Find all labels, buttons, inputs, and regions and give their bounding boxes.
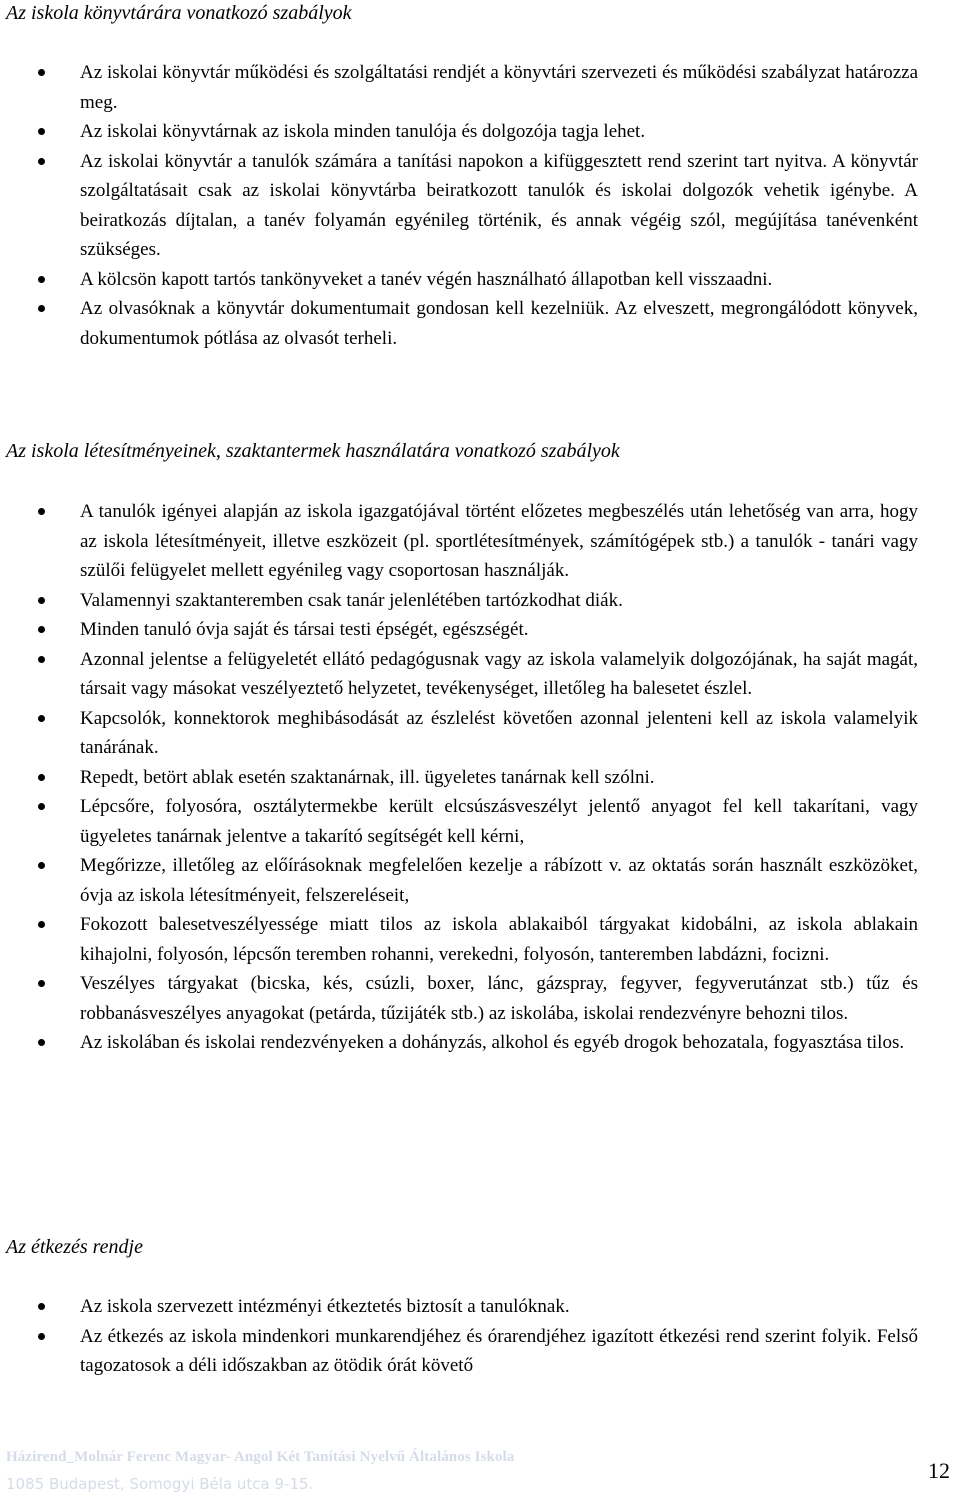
list-item: Azonnal jelentse a felügyeletét ellátó pedagógusnak vagy az iskola valamelyik dolgozójának, ha saját magát, társait vagy másokat veszélyeztető helyzetet, tevékenységet, illetőleg ha balesetet észlel.: [80, 645, 918, 704]
bullet-icon: [38, 305, 45, 312]
list-item: Kapcsolók, konnektorok meghibásodását az észlelést követően azonnal jelenteni kell az iskola valamelyik tanárának.: [80, 704, 918, 763]
section-title-dining: Az étkezés rendje: [6, 1236, 143, 1258]
list-item: Megőrizze, illetőleg az előírásoknak megfelelően kezelje a rábízott v. az oktatás során használt eszközöket, óvja az iskola létesítményeit, felszereléseit,: [80, 851, 918, 910]
list-item: Az iskolai könyvtárnak az iskola minden tanulója és dolgozója tagja lehet.: [80, 117, 918, 147]
bullet-icon: [38, 1333, 45, 1340]
section-title-facilities: Az iskola létesítményeinek, szaktantermek használatára vonatkozó szabályok: [6, 440, 620, 462]
list-item: Repedt, betört ablak esetén szaktanárnak, ill. ügyeletes tanárnak kell szólni.: [80, 763, 918, 793]
bullet-icon: [38, 508, 45, 515]
list-item: Az olvasóknak a könyvtár dokumentumait gondosan kell kezelniük. Az elveszett, megrongálódott könyvek, dokumentumok pótlása az olvasót terheli.: [80, 294, 918, 353]
bullet-icon: [38, 276, 45, 283]
list-item: A tanulók igényei alapján az iskola igazgatójával történt előzetes megbeszélés után lehetőség van arra, hogy az iskola létesítményeit, illetve eszközeit (pl. sportlétesítmények, számítógépek stb.) a tanulók - tanári vagy szülői felügyelet mellett egyénileg vagy csoportosan használják.: [80, 497, 918, 586]
footer-school-name: Házirend_Molnár Ferenc Magyar- Angol Két Tanítási Nyelvű Általános Iskola: [6, 1449, 515, 1465]
bullet-icon: [38, 656, 45, 663]
bullet-icon: [38, 803, 45, 810]
bullet-icon: [38, 980, 45, 987]
dining-rules-list: [80, 1292, 918, 1381]
library-rules-list: [80, 58, 918, 353]
bullet-icon: [38, 626, 45, 633]
bullet-icon: [38, 774, 45, 781]
page-footer: [6, 1449, 956, 1499]
list-item: Minden tanuló óvja saját és társai testi épségét, egészségét.: [80, 615, 918, 645]
list-item: Az iskolai könyvtár működési és szolgáltatási rendjét a könyvtári szervezeti és működési szabályzat határozza meg.: [80, 58, 918, 117]
bullet-icon: [38, 1039, 45, 1046]
list-item: Lépcsőre, folyosóra, osztálytermekbe került elcsúszásveszélyt jelentő anyagot fel kell takarítani, vagy ügyeletes tanárnak jelentve a takarító segítségét kell kérni,: [80, 792, 918, 851]
footer-address: 1085 Budapest, Somogyi Béla utca 9-15.: [6, 1475, 314, 1493]
bullet-icon: [38, 1303, 45, 1310]
bullet-icon: [38, 597, 45, 604]
list-item: Az iskolai könyvtár a tanulók számára a tanítási napokon a kifüggesztett rend szerint tart nyitva. A könyvtár szolgáltatásait csak az iskolai könyvtárba beiratkozott tanulók és iskolai dolgozók vehetik igénybe. A beiratkozás díjtalan, a tanév folyamán egyénileg történik, és annak végéig szól, megújítása tanévenként szükséges.: [80, 147, 918, 265]
bullet-icon: [38, 69, 45, 76]
section-title-library: Az iskola könyvtárára vonatkozó szabályok: [6, 2, 352, 24]
list-item: Az iskola szervezett intézményi étkeztetés biztosít a tanulóknak.: [80, 1292, 918, 1322]
list-item: Fokozott balesetveszélyessége miatt tilos az iskola ablakaiból tárgyakat kidobálni, az iskola ablakain kihajolni, folyosón, lépcsőn teremben rohanni, verekedni, folyosón, tanteremben labdázni, focizni.: [80, 910, 918, 969]
facilities-rules-list: [80, 497, 918, 1058]
page-number: 12: [928, 1458, 950, 1483]
bullet-icon: [38, 921, 45, 928]
list-item: Az étkezés az iskola mindenkori munkarendjéhez és órarendjéhez igazított étkezési rend szerint folyik. Felső tagozatosok a déli időszakban az ötödik órát követő: [80, 1322, 918, 1381]
bullet-icon: [38, 862, 45, 869]
list-item: Valamennyi szaktanteremben csak tanár jelenlétében tartózkodhat diák.: [80, 586, 918, 616]
list-item: Veszélyes tárgyakat (bicska, kés, csúzli, boxer, lánc, gázspray, fegyver, fegyverutánzat stb.) tűz és robbanásveszélyes anyagokat (petárda, tűzijáték stb.) az iskolába, iskolai rendezvényre behozni tilos.: [80, 969, 918, 1028]
bullet-icon: [38, 715, 45, 722]
list-item: Az iskolában és iskolai rendezvényeken a dohányzás, alkohol és egyéb drogok behozatala, fogyasztása tilos.: [80, 1028, 918, 1058]
bullet-icon: [38, 158, 45, 165]
list-item: A kölcsön kapott tartós tankönyveket a tanév végén használható állapotban kell visszaadni.: [80, 265, 918, 295]
bullet-icon: [38, 128, 45, 135]
